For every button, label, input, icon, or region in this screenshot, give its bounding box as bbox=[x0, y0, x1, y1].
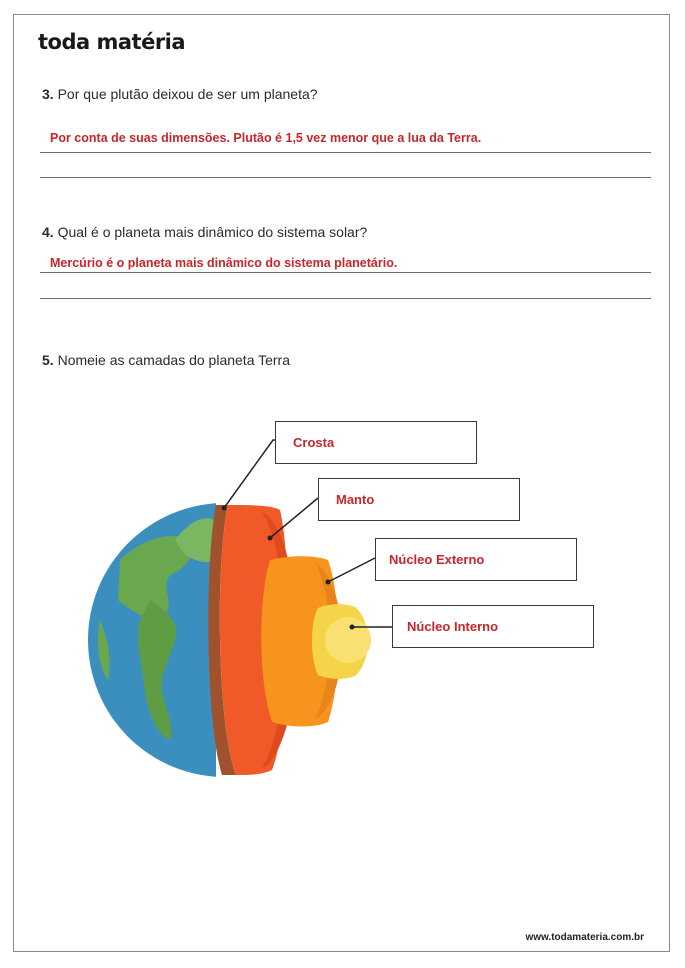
inner-core-leader-dot bbox=[350, 625, 355, 630]
footer-url: www.todamateria.com.br bbox=[525, 932, 644, 943]
brand-logo: toda matéria bbox=[38, 30, 186, 54]
label-inner-core: Núcleo Interno bbox=[392, 605, 594, 648]
outer-core-leader-dot bbox=[326, 580, 331, 585]
question-3-text: Por que plutão deixou de ser um planeta? bbox=[57, 86, 318, 102]
label-mantle: Manto bbox=[318, 478, 520, 521]
question-4-text: Qual é o planeta mais dinâmico do sistema solar? bbox=[57, 224, 368, 240]
outer-core-leader-line bbox=[328, 558, 375, 582]
crust-leader-dot bbox=[222, 506, 227, 511]
question-5-number: 5. bbox=[42, 352, 54, 368]
question-3-number: 3. bbox=[42, 86, 54, 102]
inner-core-highlight bbox=[325, 617, 371, 663]
answer-4: Mercúrio é o planeta mais dinâmico do sistema planetário. bbox=[50, 256, 398, 270]
question-4-number: 4. bbox=[42, 224, 54, 240]
question-5-text: Nomeie as camadas do planeta Terra bbox=[57, 352, 291, 368]
label-outer-core: Núcleo Externo bbox=[375, 538, 577, 581]
answer-3: Por conta de suas dimensões. Plutão é 1,5 vez menor que a lua da Terra. bbox=[50, 131, 482, 145]
label-crust: Crosta bbox=[275, 421, 477, 464]
mantle-leader-dot bbox=[268, 536, 273, 541]
crust-leader-line bbox=[224, 440, 275, 508]
